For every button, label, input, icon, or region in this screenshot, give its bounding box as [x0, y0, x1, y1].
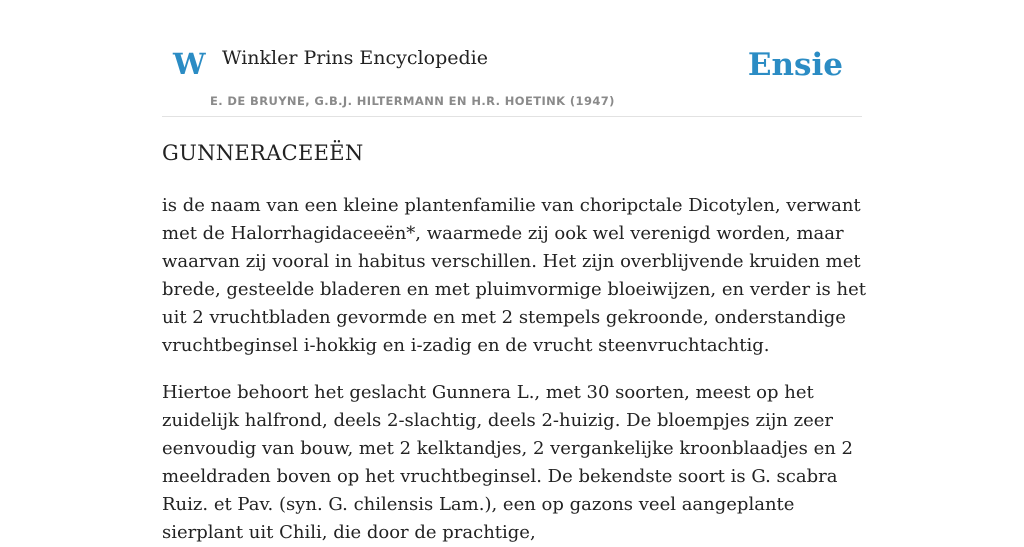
article-paragraph-1: is de naam van een kleine plantenfamilie van choripctale Dicotylen, verwant met de Halorrhagidaceeën*, waarmede zij ook wel verenigd worden, maar waarvan zij vooral in habitus verschillen. Het zijn overblijvende kruiden met brede, gesteelde bladeren en met pluimvormige bloeiwijzen, en verder is het uit 2 vruchtbladen gevormde en met 2 stempels gekroonde, onderstandige vruchtbeginsel i-hokkig en i-zadig en de vrucht steenvruchtachtig. [162, 195, 866, 356]
site-header [162, 0, 862, 117]
entry-title: GUNNERACEEËN [162, 141, 364, 165]
article-paragraph-2: Hiertoe behoort het geslacht Gunnera L., met 30 soorten, meest op het zuidelijk halfrond, deels 2-slachtig, deels 2-huizig. De bloempjes zijn zeer eenvoudig van bouw, met 2 kelktandjes, 2 vergankelijke kroonblaadjes en 2 meeldraden boven op het vruchtbeginsel. De bekendste soort is G. scabra Ruiz. et Pav. (syn. G. chilensis Lam.), een op gazons veel aangeplante sierplant uit Chili, die door de prachtige, [162, 382, 854, 543]
winkler-prins-logo[interactable]: W [173, 47, 206, 81]
ensie-brand-link[interactable]: Ensie [747, 47, 843, 83]
authors-line: E. DE BRUYNE, G.B.J. HILTERMANN EN H.R. HOETINK (1947) [210, 94, 615, 108]
site-title[interactable]: Winkler Prins Encyclopedie [222, 47, 488, 69]
page-container [162, 0, 866, 543]
